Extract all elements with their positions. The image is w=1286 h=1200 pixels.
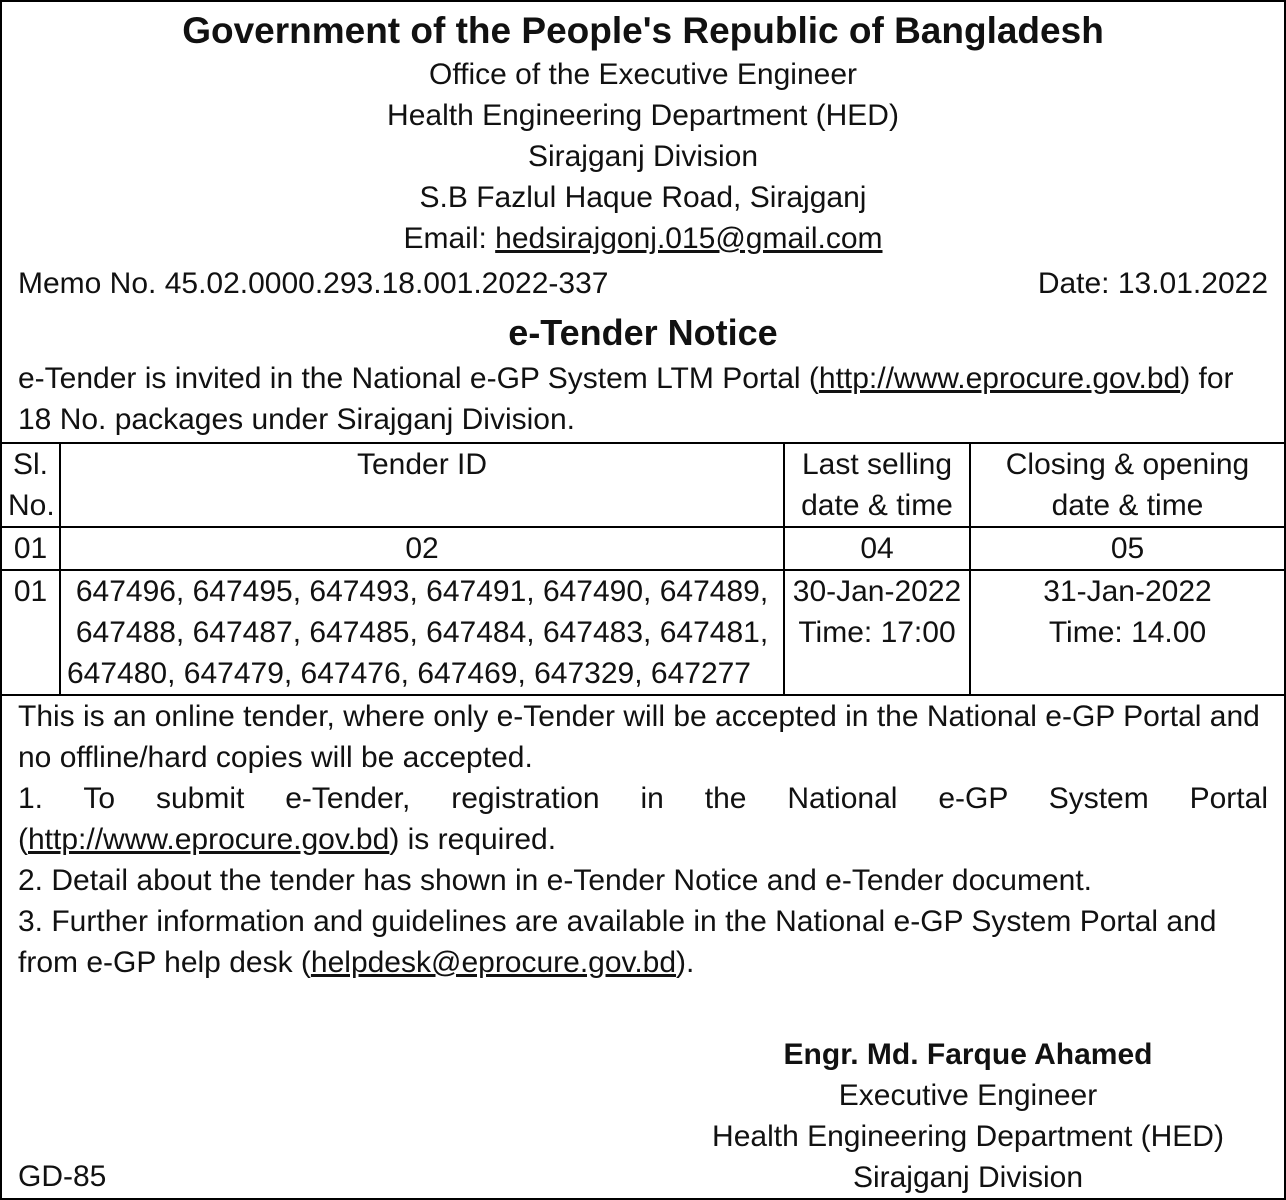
- column-number-sl: 01: [2, 527, 60, 570]
- memo-date: Date: 13.01.2022: [1037, 267, 1268, 300]
- point-3-after: ).: [676, 946, 695, 979]
- point-1-open: (: [18, 823, 28, 856]
- header-sl-no: Sl. No.: [2, 443, 60, 527]
- column-number-last-selling: 04: [784, 527, 970, 570]
- point-3: [18, 901, 1268, 983]
- row-closing: [970, 570, 1284, 695]
- point-3-before: 3. Further information and guidelines are available in the National e-GP System Portal and from e-GP help desk (: [18, 905, 1217, 979]
- header-last-selling: Last selling date & time: [784, 443, 970, 527]
- department-name: Health Engineering Department (HED): [387, 99, 899, 132]
- notice-header: [18, 2, 1268, 259]
- row-sl-no: 01: [2, 570, 60, 695]
- last-selling-date: 30-Jan-2022: [792, 575, 962, 608]
- closing-date: 31-Jan-2022: [1043, 575, 1212, 608]
- gd-code: GD-85: [18, 1160, 107, 1193]
- column-number-closing: 05: [970, 527, 1284, 570]
- row-tender-ids: 647496, 647495, 647493, 647491, 647490, 647489, 647488, 647487, 647485, 647484, 647483, 647481, 647480, 647479, 647476, 647469, 647329, 647277: [60, 570, 784, 695]
- table-row: [2, 570, 1284, 695]
- eprocure-link-2[interactable]: http://www.eprocure.gov.bd: [28, 823, 390, 856]
- signatory-division: Sirajganj Division: [852, 1161, 1084, 1194]
- point-1-after: ) is required.: [389, 823, 557, 856]
- email-line: [18, 218, 1268, 259]
- signatory-name: Engr. Md. Farque Ahamed: [783, 1038, 1153, 1071]
- tender-table: [2, 442, 1284, 696]
- signatory-department: Health Engineering Department (HED): [712, 1120, 1224, 1153]
- notice-title: e-Tender Notice: [508, 312, 778, 353]
- online-tender-note: This is an online tender, where only e-Tender will be accepted in the National e-GP Portal and no offline/hard copies will be accepted.: [18, 700, 1260, 774]
- signatory-designation: Executive Engineer: [838, 1079, 1098, 1112]
- column-number-row: [2, 527, 1284, 570]
- last-selling-time: Time: 17:00: [798, 616, 956, 649]
- row-last-selling: [784, 570, 970, 695]
- office-address: S.B Fazlul Haque Road, Sirajganj: [419, 181, 867, 214]
- office-email-link[interactable]: hedsirajgonj.015@gmail.com: [495, 222, 883, 255]
- division-name: Sirajganj Division: [527, 140, 759, 173]
- point-2: 2. Detail about the tender has shown in e-Tender Notice and e-Tender document.: [18, 864, 1092, 897]
- intro-text-after: ) for 18 No. packages under Sirajganj Division.: [18, 362, 1234, 436]
- header-tender-id: Tender ID: [60, 443, 784, 527]
- point-1-line-2: [18, 819, 1268, 860]
- email-label: Email:: [403, 222, 496, 255]
- signature-block: [638, 1034, 1286, 1198]
- government-title: Government of the People's Republic of Bangladesh: [182, 10, 1104, 51]
- eprocure-link[interactable]: http://www.eprocure.gov.bd: [818, 362, 1181, 395]
- intro-text-before: e-Tender is invited in the National e-GP System LTM Portal (: [18, 362, 819, 395]
- table-header-row: [2, 443, 1284, 527]
- point-1-line-1: 1. To submit e-Tender, registration in the National e-GP System Portal: [18, 782, 1268, 815]
- header-closing-opening: Closing & opening date & time: [970, 443, 1284, 527]
- memo-row: [18, 263, 1268, 304]
- closing-time: Time: 14.00: [1048, 616, 1207, 649]
- office-name: Office of the Executive Engineer: [428, 58, 858, 91]
- helpdesk-email-link[interactable]: helpdesk@eprocure.gov.bd: [310, 946, 677, 979]
- notice-intro: [18, 358, 1268, 440]
- memo-number: Memo No. 45.02.0000.293.18.001.2022-337: [18, 267, 609, 300]
- column-number-tender-id: 02: [60, 527, 784, 570]
